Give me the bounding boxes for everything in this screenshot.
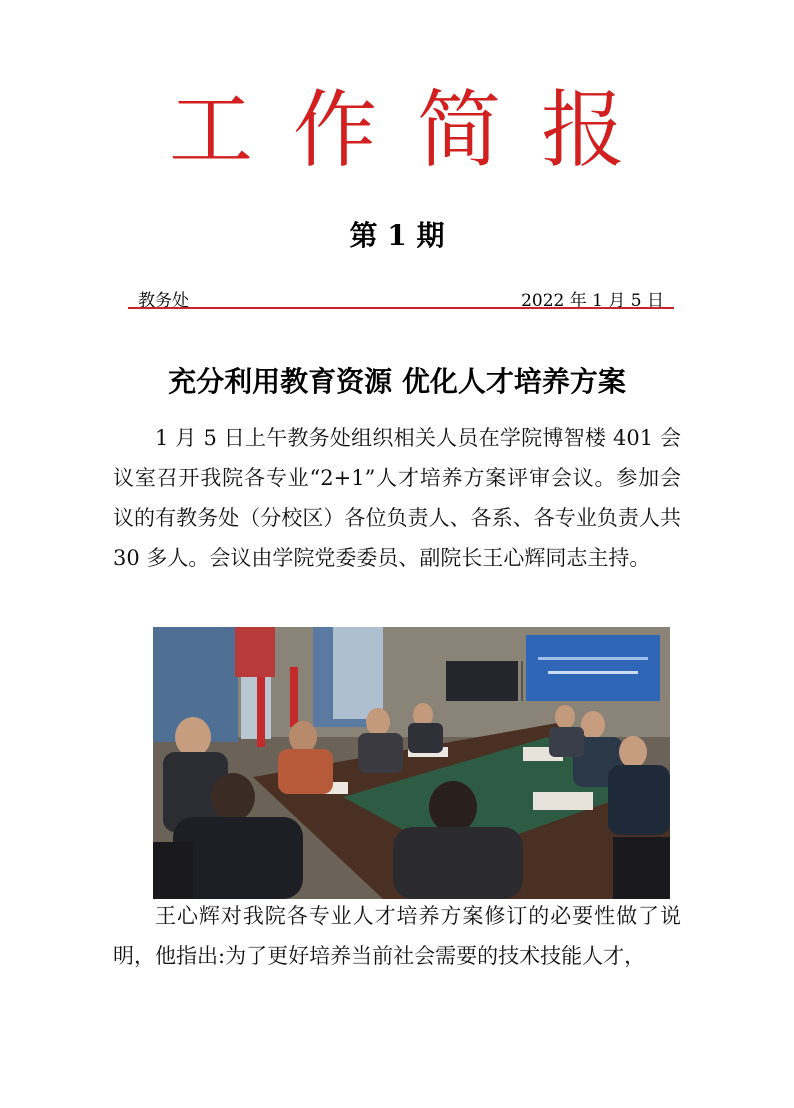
department-label: 教务处 xyxy=(138,291,189,311)
article-paragraph: 1 月 5 日上午教务处组织相关人员在学院博智楼 401 会议室召开我院各专业“2+1”人才培养方案评审会议。参加会议的有教务处（分校区）各位负责人、各系、各专业负责人共 30 多人。会议由学院党委委员、副院长王心辉同志主持。 xyxy=(113,426,681,570)
article-headline: 充分利用教育资源 优化人才培养方案 xyxy=(168,365,626,398)
meeting-photo xyxy=(153,627,670,899)
masthead-title: 工作简报 xyxy=(168,81,665,179)
publish-date: 2022 年 1 月 5 日 xyxy=(521,291,664,311)
meta-row xyxy=(128,286,674,311)
issue-number: 第 1 期 xyxy=(349,219,445,252)
article-paragraph: 王心辉对我院各专业人才培养方案修订的必要性做了说明，他指出:为了更好培养当前社会需要的技术技能人才， xyxy=(113,904,681,968)
header-divider xyxy=(128,307,674,309)
